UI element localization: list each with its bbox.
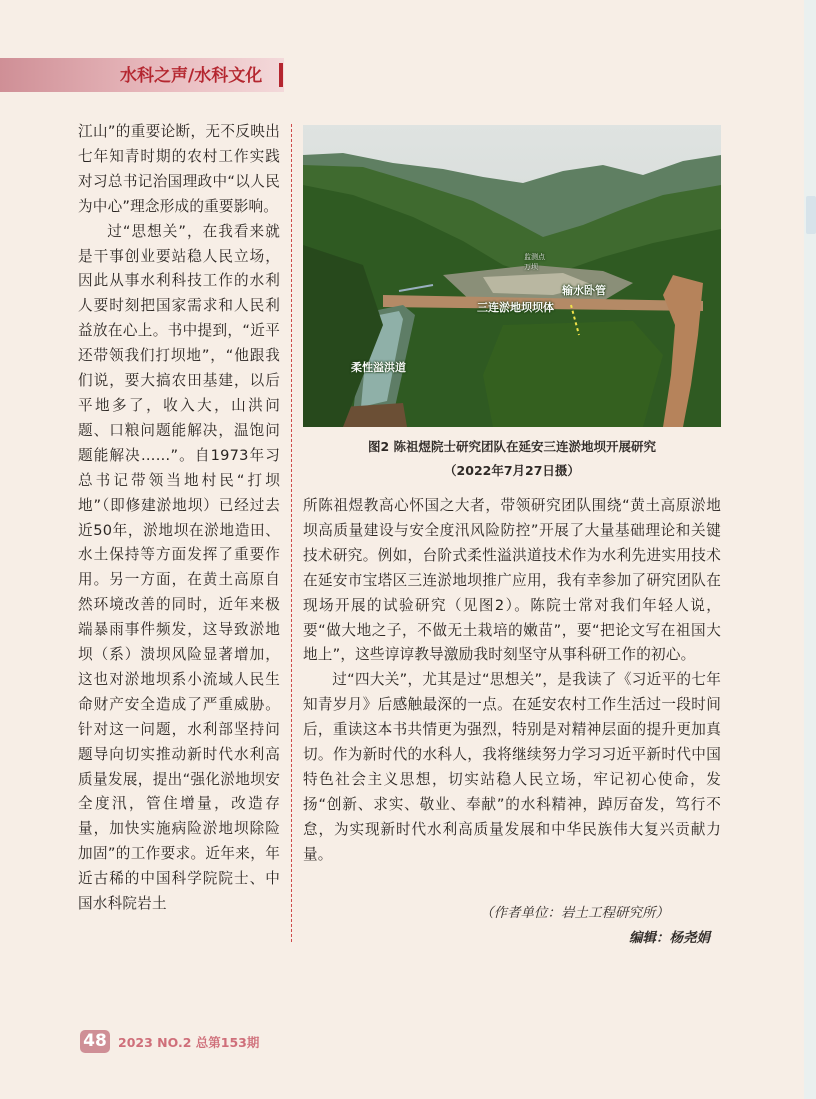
paragraph: 过“四大关”，尤其是过“思想关”，是我读了《习近平的七年知青岁月》后感触最深的一点。在延安农村工作生活过一段时间后，重读这本书共情更为强烈，特别是对精神层面的提升更加真切。作为新时代的水科人，我将继续努力学习习近平新时代中国特色社会主义思想，切实站稳人民立场，牢记初心使命，发扬“创新、求实、敬业、奉献”的水科精神，踔厉奋发，笃行不怠，为实现新时代水利高质量发展和中华民族伟大复兴贡献力量。 (303, 671, 721, 863)
figure-caption-date: （2022年7月27日摄） (444, 463, 580, 478)
left-column (78, 120, 280, 917)
paragraph: 所陈祖煜教高心怀国之大者，带领研究团队围绕“黄土高原淤地坝高质量建设与安全度汛风险防控”开展了大量基础理论和关键技术研究。例如，台阶式柔性溢洪道技术作为水利先进实用技术在延安市宝塔区三连淤地坝推广应用，我有幸参加了研究团队在现场开展的试验研究（见图2）。陈院士常对我们年轻人说，要“做大地之子，不做无土栽培的嫩苗”，要“把论文写在祖国大地上”，这些谆谆教导激励我时刻坚守从事科研工作的初心。 (303, 497, 721, 664)
outlet-pipe-label: 输水卧管 (562, 284, 606, 297)
section-title-bar (279, 63, 283, 87)
dam-landscape-image (303, 125, 721, 427)
right-column (303, 494, 721, 868)
section-title: 水科之声/水科文化 (120, 66, 263, 86)
page-edge-strip (804, 0, 816, 1099)
marker-label: 监测点 (524, 253, 545, 261)
paragraph: 过“思想关”，在我看来就是干事创业要站稳人民立场，因此从事水利科技工作的水利人要时刻把国家需求和人民利益放在心上。书中提到，“近平还带领我们打坝地”，“他跟我们说，要大搞农田基建，以后平地多了，收入大，山洪问题、口粮问题能解决，温饱问题能解决……”。自1973年习总书记带领当地村民“打坝地”（即修建淤地坝）已经过去近50年，淤地坝在淤地造田、水土保持等方面发挥了重要作用。另一方面，在黄土高原自然环境改善的同时，近年来极端暴雨事件频发，这导致淤地坝（系）溃坝风险显著增加，这也对淤地坝系小流域人民生命财产安全造成了严重威胁。针对这一问题，水利部坚持问题导向切实推动新时代水利高质量发展，提出“强化淤地坝安全度汛，管住增量，改造存量，加快实施病险淤地坝除险加固”的工作要求。近年来，年近古稀的中国科学院院士、中国水科院岩土 (78, 222, 280, 913)
dam-body-label: 三连淤地坝坝体 (477, 301, 554, 314)
marker-label-2: 万坝 (524, 263, 538, 271)
paragraph: 江山”的重要论断，无不反映出七年知青时期的农村工作实践对习总书记治国理政中“以人民为中心”理念形成的重要影响。 (78, 123, 280, 215)
editor-credit: 编辑：杨尧娟 (629, 930, 710, 946)
edge-mark (806, 196, 816, 234)
figure-photo (303, 125, 721, 427)
column-divider (291, 124, 292, 942)
spillway-label: 柔性溢洪道 (351, 361, 406, 374)
author-affiliation: （作者单位：岩土工程研究所） (480, 905, 669, 921)
figure-caption: 图2 陈祖煜院士研究团队在延安三连淤地坝开展研究 (367, 439, 657, 454)
page-number: 48 (80, 1030, 110, 1053)
issue-info: 2023 NO.2 总第153期 (118, 1035, 260, 1050)
